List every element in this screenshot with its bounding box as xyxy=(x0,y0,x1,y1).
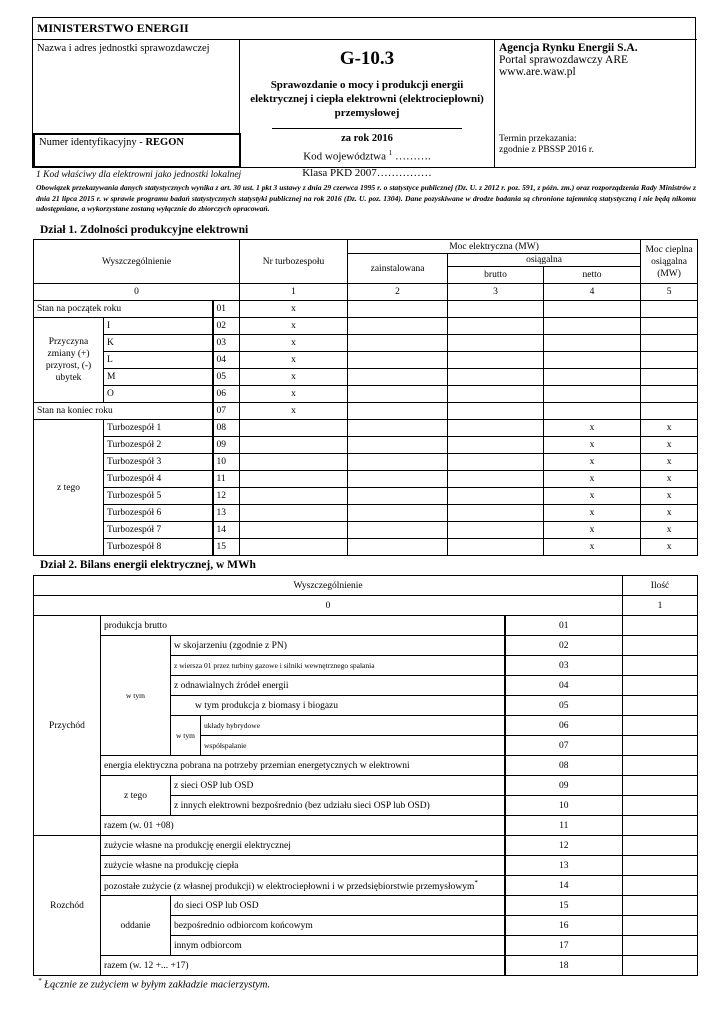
x-mark: x xyxy=(240,335,348,352)
row-label: razem (w. 01 +08) xyxy=(101,816,505,836)
s2-income-label: Przychód xyxy=(34,616,101,836)
portal-name: Portal sprawozdawczy ARE xyxy=(499,54,629,66)
data-cell[interactable] xyxy=(348,539,448,556)
s1-colnum: 4 xyxy=(544,284,641,301)
s1-h-spec: Wyszczególnienie xyxy=(34,240,240,284)
unit-label: Nazwa i adres jednostki sprawozdawczej xyxy=(37,43,210,54)
row-num: 07 xyxy=(213,403,240,420)
change-letter: I xyxy=(104,318,213,335)
row-label: pozostałe zużycie (z własnej produkcji) w elektrociepłowni i w przedsiębiorstwie przemysłowym* xyxy=(101,876,505,896)
s1-colnum: 1 xyxy=(240,284,348,301)
report-year: za rok 2016 xyxy=(341,133,393,144)
data-cell[interactable] xyxy=(448,403,544,420)
data-cell[interactable] xyxy=(348,420,448,437)
turbo-name: Turbozespół 1 xyxy=(104,420,213,437)
row-num: 12 xyxy=(213,488,240,505)
data-cell[interactable] xyxy=(448,471,544,488)
data-cell[interactable] xyxy=(348,505,448,522)
data-cell[interactable] xyxy=(448,437,544,454)
data-cell[interactable] xyxy=(623,956,698,976)
row-num: 09 xyxy=(213,437,240,454)
turbo-name: Turbozespół 5 xyxy=(104,488,213,505)
s2-h-num1: 1 xyxy=(623,596,698,616)
s2-h-spec: Wyszczególnienie xyxy=(34,576,623,596)
s1-h-net: netto xyxy=(544,267,641,284)
row-num: 11 xyxy=(505,816,623,836)
row-num: 05 xyxy=(505,696,623,716)
footnote-star: * Łącznie ze zużyciem w byłym zakładzie macierzystym. xyxy=(38,977,271,991)
data-cell[interactable] xyxy=(448,318,544,335)
data-cell[interactable] xyxy=(623,776,698,796)
row-label: produkcja brutto xyxy=(101,616,505,636)
row-label: w skojarzeniu (zgodnie z PN) xyxy=(171,636,505,656)
row-label: współspalanie xyxy=(201,736,505,756)
data-cell[interactable] xyxy=(623,916,698,936)
s1-group-label: z tego xyxy=(34,420,104,556)
data-cell[interactable] xyxy=(623,696,698,716)
agency-website[interactable]: www.are.waw.pl xyxy=(499,66,576,78)
data-cell[interactable] xyxy=(348,369,448,386)
row-num: 07 xyxy=(505,736,623,756)
voivodeship-code[interactable]: Kod województwa $^1$ ………. xyxy=(303,149,431,163)
data-cell[interactable] xyxy=(448,352,544,369)
data-cell[interactable] xyxy=(623,636,698,656)
data-cell[interactable] xyxy=(623,896,698,916)
row-num: 15 xyxy=(213,539,240,556)
data-cell[interactable] xyxy=(348,301,448,318)
data-cell[interactable] xyxy=(544,352,641,369)
turbo-name: Turbozespół 4 xyxy=(104,471,213,488)
turbo-name: Turbozespół 3 xyxy=(104,454,213,471)
s2-wtym-label: w tym xyxy=(101,636,171,756)
data-cell[interactable] xyxy=(641,369,698,386)
x-mark: x xyxy=(544,522,641,539)
row-num: 14 xyxy=(505,876,623,896)
title-rule xyxy=(272,128,462,129)
s2-wtym2-label: w tym xyxy=(171,716,201,756)
s2-h-num0: 0 xyxy=(34,596,623,616)
s1-h-turbo: Nr turbozespołu xyxy=(240,240,348,284)
s1-end-label: Stan na koniec roku xyxy=(34,403,213,420)
data-cell[interactable] xyxy=(348,522,448,539)
data-cell[interactable] xyxy=(623,736,698,756)
data-cell[interactable] xyxy=(240,420,348,437)
s1-colnum: 0 xyxy=(34,284,240,301)
section2-title: Dział 2. Bilans energii elektrycznej, w MWh xyxy=(40,559,256,571)
footnote-1: 1 Kod właściwy dla elektrowni jako jednostki lokalnej xyxy=(36,170,242,180)
s1-h-gross: brutto xyxy=(448,267,544,284)
s2-h-qty: Ilość xyxy=(623,576,698,596)
form-title-block xyxy=(240,40,494,179)
change-letter: M xyxy=(104,369,213,386)
data-cell[interactable] xyxy=(240,437,348,454)
data-cell[interactable] xyxy=(623,796,698,816)
data-cell[interactable] xyxy=(623,816,698,836)
data-cell[interactable] xyxy=(544,369,641,386)
data-cell[interactable] xyxy=(448,539,544,556)
turbo-name: Turbozespół 8 xyxy=(104,539,213,556)
data-cell[interactable] xyxy=(240,539,348,556)
s2-ztego-label: z tego xyxy=(101,776,171,816)
data-cell[interactable] xyxy=(448,505,544,522)
data-cell[interactable] xyxy=(641,386,698,403)
change-letter: L xyxy=(104,352,213,369)
turbo-name: Turbozespół 6 xyxy=(104,505,213,522)
x-mark: x xyxy=(240,301,348,318)
x-mark: x xyxy=(240,352,348,369)
data-cell[interactable] xyxy=(448,386,544,403)
row-num: 14 xyxy=(213,522,240,539)
agency-block xyxy=(494,40,697,168)
data-cell[interactable] xyxy=(448,301,544,318)
row-num: 12 xyxy=(505,836,623,856)
row-label: zużycie własne na produkcję energii elektrycznej xyxy=(101,836,505,856)
row-num: 10 xyxy=(505,796,623,816)
row-num: 06 xyxy=(213,386,240,403)
data-cell[interactable] xyxy=(240,505,348,522)
data-cell[interactable] xyxy=(641,403,698,420)
data-cell[interactable] xyxy=(623,836,698,856)
data-cell[interactable] xyxy=(544,335,641,352)
row-label: bezpośrednio odbiorcom końcowym xyxy=(171,916,505,936)
s1-colnum: 3 xyxy=(448,284,544,301)
change-letter: K xyxy=(104,335,213,352)
row-num: 02 xyxy=(213,318,240,335)
data-cell[interactable] xyxy=(348,352,448,369)
s1-colnum: 2 xyxy=(348,284,448,301)
pkd-class[interactable]: Klasa PKD 2007…………… xyxy=(302,166,432,179)
row-num: 16 xyxy=(505,916,623,936)
turbo-name: Turbozespół 2 xyxy=(104,437,213,454)
x-mark: x xyxy=(544,488,641,505)
data-cell[interactable] xyxy=(240,454,348,471)
row-num: 08 xyxy=(213,420,240,437)
regon-field[interactable] xyxy=(33,133,241,168)
s1-h-achievable: osiągalna xyxy=(448,254,641,267)
section1-title: Dział 1. Zdolności produkcyjne elektrowni xyxy=(40,224,249,236)
s1-h-elec: Moc elektryczna (MW) xyxy=(348,240,641,254)
row-num: 05 xyxy=(213,369,240,386)
row-num: 13 xyxy=(213,505,240,522)
row-num: 13 xyxy=(505,856,623,876)
row-num: 03 xyxy=(505,656,623,676)
row-num: 17 xyxy=(505,936,623,956)
footnote-star-mark: * xyxy=(474,878,478,887)
data-cell[interactable] xyxy=(641,352,698,369)
row-num: 02 xyxy=(505,636,623,656)
data-cell[interactable] xyxy=(448,454,544,471)
data-cell[interactable] xyxy=(448,369,544,386)
x-mark: x xyxy=(544,437,641,454)
x-mark: x xyxy=(240,403,348,420)
data-cell[interactable] xyxy=(448,420,544,437)
row-num: 03 xyxy=(213,335,240,352)
x-mark: x xyxy=(544,505,641,522)
data-cell[interactable] xyxy=(448,335,544,352)
data-cell[interactable] xyxy=(641,318,698,335)
x-mark: x xyxy=(641,505,698,522)
data-cell[interactable] xyxy=(348,488,448,505)
data-cell[interactable] xyxy=(623,756,698,776)
x-mark: x xyxy=(641,488,698,505)
deadline-label: Termin przekazania: xyxy=(499,134,577,144)
data-cell[interactable] xyxy=(623,656,698,676)
row-num: 10 xyxy=(213,454,240,471)
row-num: 15 xyxy=(505,896,623,916)
change-letter: O xyxy=(104,386,213,403)
row-num: 11 xyxy=(213,471,240,488)
row-label: z odnawialnych źródeł energii xyxy=(171,676,505,696)
data-cell[interactable] xyxy=(240,522,348,539)
report-title: Sprawozdanie o mocy i produkcji energii elektrycznej i ciepła elektrowni (elektrociepłowni) przemysłowej xyxy=(250,79,484,119)
row-num: 04 xyxy=(213,352,240,369)
s1-change-label: Przyczyna zmiany (+) przyrost, (-) ubytek xyxy=(34,318,104,403)
s2-expense-label: Rozchód xyxy=(34,836,101,976)
s1-start-label: Stan na początek roku xyxy=(34,301,213,318)
data-cell[interactable] xyxy=(348,454,448,471)
row-label: zużycie własne na produkcję ciepła xyxy=(101,856,505,876)
s2-oddanie-label: oddanie xyxy=(101,896,171,956)
row-label: razem (w. 12 +... +17) xyxy=(101,956,505,976)
legal-notice: Obowiązek przekazywania danych statystycznych wynika z art. 30 ust. 1 pkt 3 ustawy z dnia 29 czerwca 1995 r. o statystyce publicznej (Dz. U. z 2012 r. poz. 591, z późn. zm.) oraz rozporządzenia Rady Ministrów z dnia 21 lipca 2015 r. w sprawie programu badań statystycznych statystyki publicznej na rok 2016 (Dz. U. poz. 1304). Dane pozyskiwane w drodze badania są chronione tajemnicą statystyczną i nie będą nikomu udostępniane, a wykorzystane zostaną wyłącznie do zbiorczych opracowań. xyxy=(36,183,696,213)
data-cell[interactable] xyxy=(623,936,698,956)
data-cell[interactable] xyxy=(348,386,448,403)
row-num: 09 xyxy=(505,776,623,796)
data-cell[interactable] xyxy=(623,616,698,636)
data-cell[interactable] xyxy=(623,876,698,896)
s1-h-installed: zainstalowana xyxy=(348,254,448,284)
data-cell[interactable] xyxy=(448,522,544,539)
x-mark: x xyxy=(641,437,698,454)
row-num: 18 xyxy=(505,956,623,976)
form-code: G-10.3 xyxy=(339,48,395,69)
row-label: innym odbiorcom xyxy=(171,936,505,956)
data-cell[interactable] xyxy=(623,676,698,696)
section2-table xyxy=(33,575,698,976)
x-mark: x xyxy=(641,420,698,437)
x-mark: x xyxy=(544,539,641,556)
data-cell[interactable] xyxy=(348,403,448,420)
section1-table xyxy=(33,239,698,556)
s1-h-heat: Moc cieplna osiągalna (MW) xyxy=(641,240,698,284)
turbo-name: Turbozespół 7 xyxy=(104,522,213,539)
x-mark: x xyxy=(641,522,698,539)
row-label: z sieci OSP lub OSD xyxy=(171,776,505,796)
row-num: 01 xyxy=(505,616,623,636)
x-mark: x xyxy=(544,471,641,488)
data-cell[interactable] xyxy=(348,471,448,488)
regon-label: Numer identyfikacyjny - xyxy=(39,137,146,148)
regon-bold: REGON xyxy=(145,137,184,148)
x-mark: x xyxy=(641,454,698,471)
ministry-name: MINISTERSTWO ENERGII xyxy=(33,18,697,40)
data-cell[interactable] xyxy=(623,856,698,876)
x-mark: x xyxy=(240,386,348,403)
data-cell[interactable] xyxy=(544,301,641,318)
data-cell[interactable] xyxy=(348,437,448,454)
data-cell[interactable] xyxy=(623,716,698,736)
x-mark: x xyxy=(240,318,348,335)
agency-name: Agencja Rynku Energii S.A. xyxy=(499,42,638,54)
data-cell[interactable] xyxy=(641,335,698,352)
row-num: 06 xyxy=(505,716,623,736)
row-num: 04 xyxy=(505,676,623,696)
data-cell[interactable] xyxy=(348,335,448,352)
row-label: energia elektryczna pobrana na potrzeby przemian energetycznych w elektrowni xyxy=(101,756,505,776)
row-label: z wiersza 01 przez turbiny gazowe i silniki wewnętrznego spalania xyxy=(171,656,505,676)
s1-colnum: 5 xyxy=(641,284,698,301)
x-mark: x xyxy=(544,420,641,437)
data-cell[interactable] xyxy=(448,488,544,505)
row-num: 08 xyxy=(505,756,623,776)
row-label: do sieci OSP lub OSD xyxy=(171,896,505,916)
row-num: 01 xyxy=(213,301,240,318)
data-cell[interactable] xyxy=(544,318,641,335)
x-mark: x xyxy=(240,369,348,386)
row-label: z innych elektrowni bezpośrednio (bez udziału sieci OSP lub OSD) xyxy=(171,796,505,816)
row-label: w tym produkcja z biomasy i biogazu xyxy=(171,696,505,716)
data-cell[interactable] xyxy=(641,301,698,318)
data-cell[interactable] xyxy=(348,318,448,335)
data-cell[interactable] xyxy=(240,471,348,488)
x-mark: x xyxy=(641,471,698,488)
deadline-value: zgodnie z PBSSP 2016 r. xyxy=(499,145,594,155)
data-cell[interactable] xyxy=(544,386,641,403)
data-cell[interactable] xyxy=(240,488,348,505)
data-cell[interactable] xyxy=(544,403,641,420)
row-label: układy hybrydowe xyxy=(201,716,505,736)
x-mark: x xyxy=(544,454,641,471)
x-mark: x xyxy=(641,539,698,556)
unit-name-field[interactable] xyxy=(33,40,240,133)
